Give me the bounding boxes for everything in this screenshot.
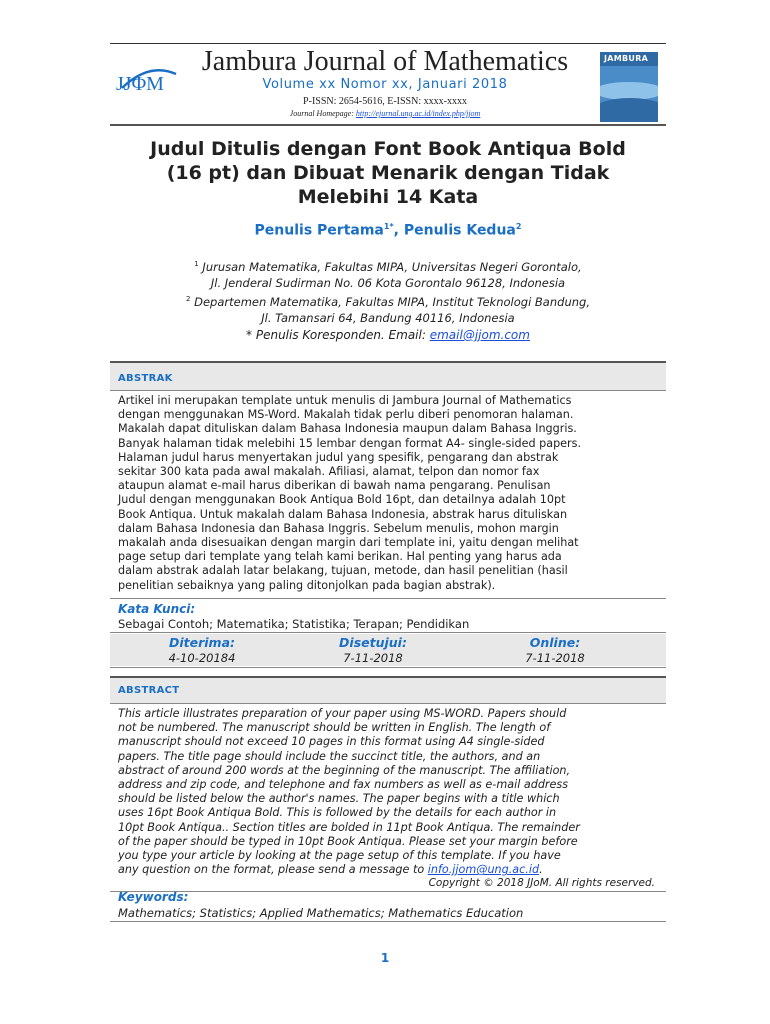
author-name: Penulis Pertama	[254, 222, 384, 239]
kata-kunci-bottom-rule	[110, 632, 666, 633]
cover-title: JAMBURA	[604, 54, 649, 63]
date-online-label: Online:	[529, 635, 581, 650]
abstrak-line: Halaman judul harus menyertakan judul yang spesifik, pengarang dan abstrak	[118, 450, 559, 464]
abstract-line: not be numbered. The manuscript should be written in English. The length of	[118, 721, 551, 735]
author-list	[110, 222, 666, 239]
affiliation-mark: 2	[186, 295, 191, 303]
affiliation-2	[110, 291, 666, 326]
abstrak-heading-rule	[110, 390, 666, 391]
homepage-label: Journal Homepage:	[289, 109, 354, 118]
affiliation-line: Jl. Jenderal Sudirman No. 06 Kota Gorontalo 96128, Indonesia	[210, 275, 566, 290]
paper-title	[110, 137, 666, 209]
abstrak-line: Makalah dapat dituliskan dalam Bahasa Indonesia maupun dalam Bahasa Inggris.	[118, 422, 577, 436]
page-number: 1	[380, 951, 390, 965]
abstrak-line: page setup dari template yang telah kami berikan. Hal penting yang harus ada	[118, 550, 562, 564]
abstract-line: you type your article by looking at the page setup of this template. If you have	[118, 849, 561, 863]
abstract-line-text: any question on the format, please send a message to	[118, 863, 428, 877]
copyright-notice: Copyright © 2018 JJoM. All rights reserved.	[428, 877, 655, 889]
abstract-line: papers. The title page should include the succinct title, the authors, and an	[118, 749, 541, 763]
abstrak-line: ataupun alamat e-mail harus diberikan di bawah nama pengarang. Penulisan	[118, 479, 551, 493]
svg-text:JJΦM: JJΦM	[116, 73, 164, 95]
abstrak-line: Judul dengan menggunakan Book Antiqua Bold 16pt, dan detailnya adalah 10pt	[118, 493, 566, 507]
abstract-line: uses 16pt Book Antiqua Bold. This is followed by the details for each author in	[118, 806, 557, 820]
abstrak-line: sekitar 300 kata pada awal makalah. Afiliasi, alamat, telpon dan nomor fax	[118, 465, 540, 479]
abstrak-heading: ABSTRAK	[118, 373, 173, 384]
affiliation-line: Departemen Matematika, Fakultas MIPA, Institut Teknologi Bandung,	[194, 294, 590, 309]
date-approved	[283, 635, 463, 665]
title-line: (16 pt) dan Dibuat Menarik dengan Tidak	[166, 162, 610, 184]
author-affiliation-mark: 1*	[383, 222, 394, 231]
volume-issue: Volume xx Nomor xx, Januari 2018	[262, 77, 508, 92]
date-approved-label: Disetujui:	[339, 635, 407, 650]
affiliation-line: Jurusan Matematika, Fakultas MIPA, Universitas Negeri Gorontalo,	[202, 259, 582, 274]
author-separator: ,	[393, 222, 404, 239]
contact-email-link[interactable]: info.jjom@ung.ac.id	[427, 863, 540, 877]
abstrak-line: dengan menggunakan MS-Word. Makalah tidak perlu diberi penomoran halaman.	[118, 408, 574, 422]
abstract-line: manuscript should not exceed 10 pages in this format using A4 single-sided	[118, 735, 545, 749]
header-bottom-rule	[110, 124, 666, 126]
abstract-line	[118, 863, 658, 877]
abstract-line: abstract of around 200 words at the beginning of the manuscript. The affiliation,	[118, 763, 571, 777]
date-received-label: Diterima:	[168, 635, 236, 650]
date-received-value: 4-10-20184	[168, 651, 236, 665]
homepage-link[interactable]: http://ejurnal.ung.ac.id/index.php/jjom	[355, 109, 481, 118]
abstract-line-end: .	[539, 863, 543, 877]
author-affiliation-mark: 2	[515, 222, 522, 231]
abstrak-line: Artikel ini merupakan template untuk menulis di Jambura Journal of Mathematics	[118, 394, 572, 407]
keywords-rule	[110, 891, 666, 892]
affiliation-mark: 1	[194, 260, 199, 268]
abstract-line: 10pt Book Antiqua.. Section titles are bolded in 11pt Book Antiqua. The remainder	[118, 820, 580, 834]
journal-logo	[112, 60, 186, 100]
abstract-heading-rule	[110, 703, 666, 704]
affiliation-1	[110, 256, 666, 291]
title-line: Judul Ditulis dengan Font Book Antiqua Bold	[150, 138, 626, 160]
keywords-text: Mathematics; Statistics; Applied Mathematics; Mathematics Education	[118, 906, 524, 920]
abstract-line: This article illustrates preparation of your paper using MS-WORD. Papers should	[118, 707, 567, 720]
abstract-heading-bar	[110, 678, 666, 703]
author-name: Penulis Kedua	[403, 222, 516, 239]
abstract-line: should be listed below the author's names. The paper begins with a title which	[118, 792, 560, 806]
abstrak-line: penelitian sebaiknya yang paling ditonjolkan pada bagian abstrak).	[118, 578, 496, 592]
abstrak-heading-bar	[110, 363, 666, 390]
top-rule	[110, 43, 666, 44]
kata-kunci-rule	[110, 598, 666, 599]
date-online	[465, 635, 645, 665]
keywords-bottom-rule	[110, 921, 666, 922]
date-received	[112, 635, 292, 665]
kata-kunci-text: Sebagai Contoh; Matematika; Statistika; Terapan; Pendidikan	[118, 617, 470, 631]
corresponding-author	[110, 327, 666, 343]
abstrak-line: dalam Bahasa Indonesia dan Bahasa Inggris. Sebelum menulis, mohon margin	[118, 521, 559, 535]
journal-cover-image	[600, 52, 658, 122]
dates-bottom-rule	[110, 667, 666, 668]
journal-title: Jambura Journal of Mathematics	[201, 46, 569, 77]
date-online-value: 7-11-2018	[525, 651, 585, 665]
abstrak-body	[118, 394, 658, 593]
abstract-heading: ABSTRACT	[118, 685, 180, 696]
abstract-line: of the paper should be typed in 10pt Book Antiqua. Please set your margin before	[118, 834, 578, 848]
abstrak-line: Banyak halaman tidak melebihi 15 lembar dengan format A4- single-sided papers.	[118, 436, 582, 450]
date-approved-value: 7-11-2018	[343, 651, 403, 665]
affiliation-line: Jl. Tamansari 64, Bandung 40116, Indonesia	[261, 310, 515, 325]
issn-line: P-ISSN: 2654-5616, E-ISSN: xxxx-xxxx	[303, 96, 467, 107]
corresponding-email-link[interactable]: email@jjom.com	[429, 328, 530, 342]
abstract-body	[118, 707, 658, 877]
abstrak-line: Book Antiqua. Untuk makalah dalam Bahasa Indonesia, abstrak harus dituliskan	[118, 507, 568, 521]
abstrak-line: dalam abstrak adalah latar belakang, tujuan, metode, dan hasil penelitian (hasil	[118, 564, 568, 578]
title-line: Melebihi 14 Kata	[297, 186, 479, 208]
corresponding-label: * Penulis Koresponden. Email:	[246, 328, 430, 342]
abstrak-line: makalah anda disesuaikan dengan margin dari template ini, yaitu dengan melihat	[118, 536, 579, 550]
homepage-line	[190, 109, 580, 118]
kata-kunci-heading: Kata Kunci:	[118, 602, 196, 616]
abstract-line: address and zip code, and telephone and fax numbers as well as e-mail address	[118, 778, 569, 792]
keywords-heading: Keywords:	[118, 890, 189, 904]
